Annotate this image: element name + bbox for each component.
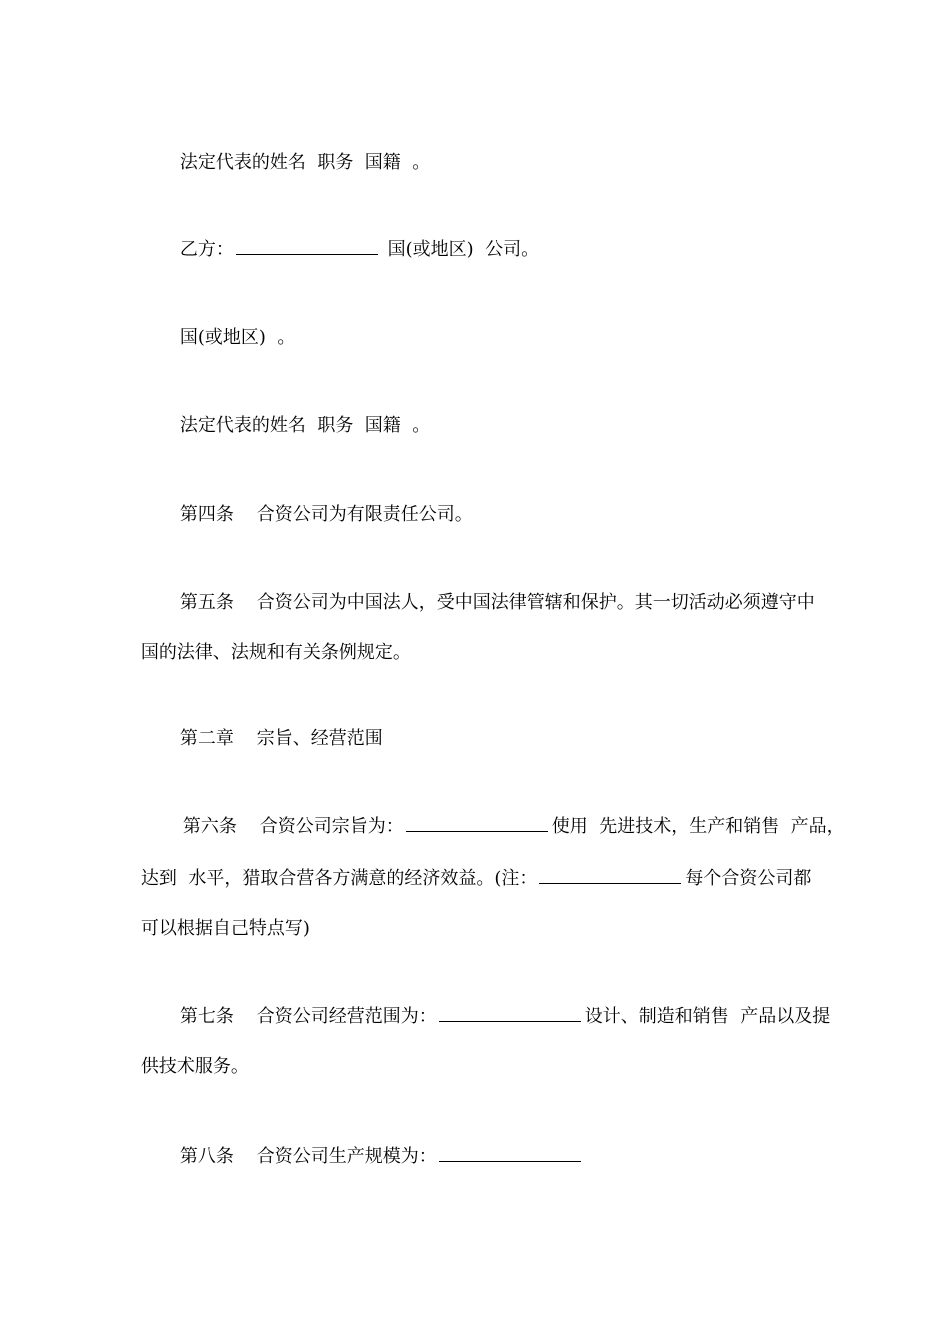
line-text: 法定代表的姓名 职务 国籍 。 bbox=[179, 152, 431, 173]
chapter-heading bbox=[157, 703, 383, 775]
line-text: 可以根据自己特点写) bbox=[140, 918, 310, 939]
line-text: 国的法律、法规和有关条例规定。 bbox=[140, 642, 411, 663]
text-line bbox=[118, 1031, 249, 1103]
text-line bbox=[118, 893, 310, 965]
text-line bbox=[157, 127, 430, 199]
line-text: 法定代表的姓名 职务 国籍 。 bbox=[179, 415, 431, 436]
line-text: 每个合资公司都 bbox=[685, 868, 812, 889]
text-line bbox=[157, 981, 830, 1053]
line-text: 第七条 合资公司经营范围为： bbox=[179, 1006, 437, 1027]
text-line bbox=[157, 1121, 585, 1193]
fill-in-blank bbox=[439, 1145, 581, 1162]
text-line bbox=[157, 214, 539, 286]
text-line bbox=[157, 390, 430, 462]
line-text: 设计、制造和销售 产品以及提 bbox=[584, 1006, 831, 1027]
text-line bbox=[157, 302, 295, 374]
line-text: 第四条 合资公司为有限责任公司。 bbox=[179, 504, 473, 525]
line-text: 乙方： bbox=[179, 239, 234, 260]
line-text: 供技术服务。 bbox=[140, 1056, 249, 1077]
fill-in-blank bbox=[539, 867, 681, 884]
fill-in-blank bbox=[236, 238, 378, 255]
line-text: 达到 水平，猎取合营各方满意的经济效益。(注： bbox=[140, 868, 538, 889]
fill-in-blank bbox=[406, 815, 548, 832]
line-text: 第八条 合资公司生产规模为： bbox=[179, 1146, 437, 1167]
line-text: 第二章 宗旨、经营范围 bbox=[179, 728, 383, 749]
line-text: 国(或地区) 公司。 bbox=[381, 239, 540, 260]
text-line bbox=[118, 617, 411, 689]
line-text: 第五条 合资公司为中国法人，受中国法律管辖和保护。其一切活动必须遵守中 bbox=[179, 592, 815, 613]
fill-in-blank bbox=[439, 1005, 581, 1022]
article-heading bbox=[157, 479, 473, 551]
line-text: 第六条 合资公司宗旨为： bbox=[182, 816, 404, 837]
line-text: 国(或地区) 。 bbox=[179, 327, 296, 348]
line-text: 使用 先进技术，生产和销售 产品， bbox=[551, 816, 845, 837]
